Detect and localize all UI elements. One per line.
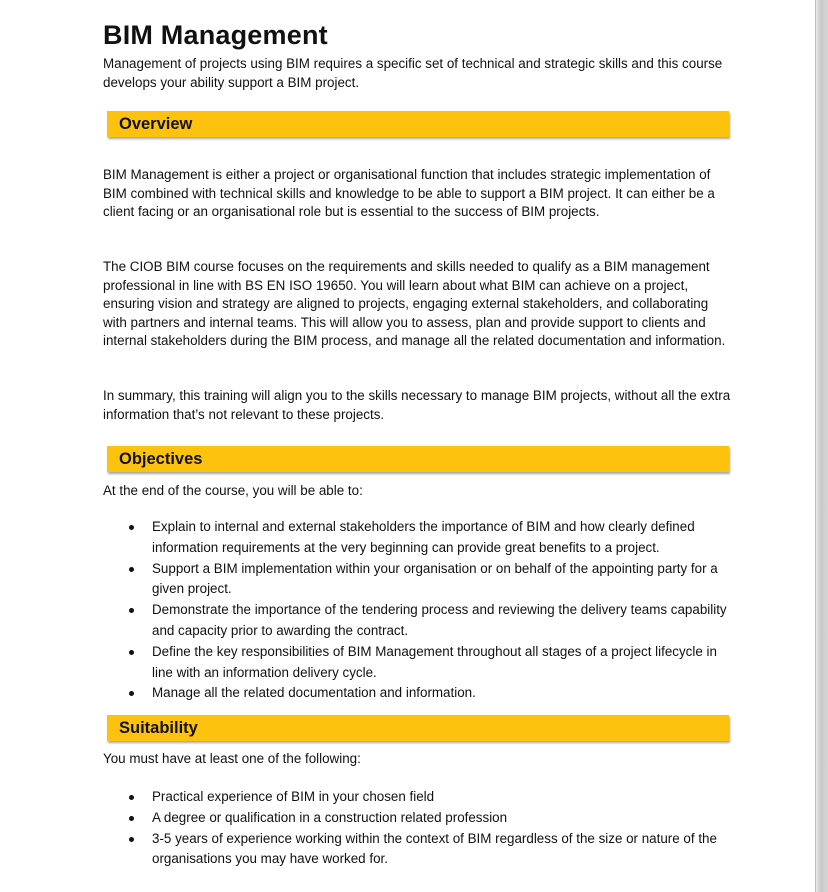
overview-section xyxy=(103,166,733,222)
suitability-lead xyxy=(103,750,733,769)
overview-section xyxy=(103,258,733,351)
suitability-list xyxy=(103,787,733,870)
overview-paragraph: BIM Management is either a project or organisational function that includes strategic implementation of BIM combined with technical skills and knowledge to be able to support a BIM project. It can either be a client facing or an organisational role but is essential to the success of BIM projects. xyxy=(103,167,715,219)
objectives-lead xyxy=(103,482,733,501)
objectives-heading: Objectives xyxy=(119,450,203,468)
suitability-heading-bar xyxy=(107,715,729,741)
page-shadow xyxy=(816,0,828,892)
objectives-heading-bar xyxy=(107,446,729,472)
overview-heading-bar xyxy=(107,111,729,137)
list-item: Practical experience of BIM in your chosen field xyxy=(103,787,733,808)
objectives-list xyxy=(103,517,733,704)
suitability-heading: Suitability xyxy=(119,719,198,737)
list-item: Support a BIM implementation within your organisation or on behalf of the appointing party for a given project. xyxy=(103,559,733,601)
list-item: 3-5 years of experience working within the context of BIM regardless of the size or nature of the organisations you may have worked for. xyxy=(103,829,733,871)
list-item: A degree or qualification in a construction related profession xyxy=(103,808,733,829)
page-title: BIM Management xyxy=(103,20,328,50)
objectives-lead-text: At the end of the course, you will be able to: xyxy=(103,483,363,498)
list-item: Manage all the related documentation and information. xyxy=(103,683,733,704)
list-item: Define the key responsibilities of BIM Management throughout all stages of a project lifecycle in line with an information delivery cycle. xyxy=(103,642,733,684)
overview-paragraph: In summary, this training will align you to the skills necessary to manage BIM projects, without all the extra information that’s not relevant to these projects. xyxy=(103,388,731,422)
overview-paragraph: The CIOB BIM course focuses on the requirements and skills needed to qualify as a BIM management professional in line with BS EN ISO 19650. You will learn about what BIM can achieve on a project, ensuring vision and strategy are aligned to projects, engaging external stakeholders, and collaborating with partners and internal teams. This will allow you to assess, plan and provide support to clients and internal stakeholders during the BIM process, and manage all the related documentation and information. xyxy=(103,259,726,348)
list-item: Explain to internal and external stakeholders the importance of BIM and how clearly defined information requirements at the very beginning can provide great benefits to a project. xyxy=(103,517,733,559)
overview-section xyxy=(103,387,733,424)
intro-paragraph: Management of projects using BIM requires a specific set of technical and strategic skills and this course develops your ability support a BIM project. xyxy=(103,56,723,90)
document-body xyxy=(103,18,733,867)
list-item: Demonstrate the importance of the tendering process and reviewing the delivery teams capability and capacity prior to awarding the contract. xyxy=(103,600,733,642)
overview-heading: Overview xyxy=(119,115,193,133)
suitability-lead-text: You must have at least one of the following: xyxy=(103,751,361,766)
